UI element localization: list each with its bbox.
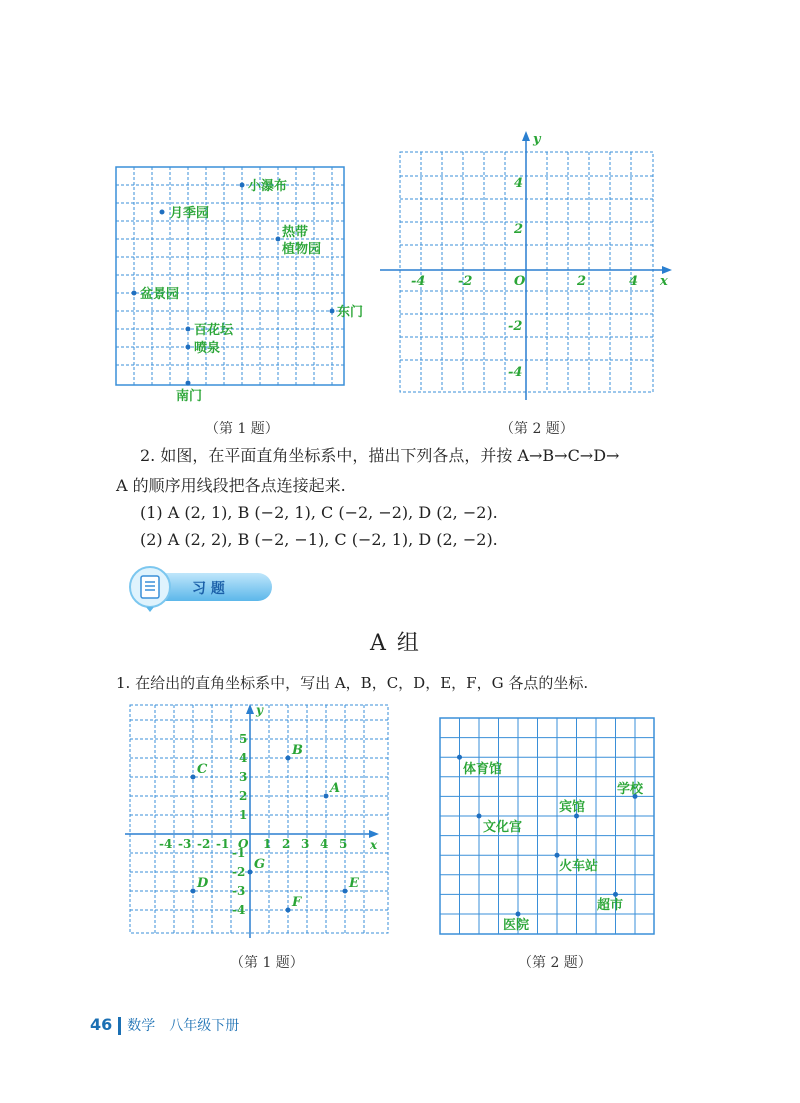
bonsai-garden-point [132,291,137,296]
park-grid [116,167,344,385]
grid-lines [130,705,388,933]
problem-2-line-2: A 的顺序用线段把各点连接起来. [116,476,346,495]
place-label: 南门 [176,389,203,404]
x-tick: -4 [411,274,426,289]
point-a [324,794,329,799]
figure-coordinate-points [125,700,395,940]
point-b [286,756,291,761]
fountain-point [186,345,191,350]
x-tick: 3 [301,837,310,851]
place-label: 学校 [617,782,644,797]
cultural-palace-point [477,814,482,819]
place-label: 热带 [282,225,309,240]
south-gate-point [186,381,191,386]
place-label: 盆景园 [140,287,180,302]
exercise-banner [116,565,276,615]
problem-2-item-2: (2) A (2, 2), B (−2, −1), C (−2, 1), D (2, −2). [140,530,498,549]
place-label: 喷泉 [194,341,221,356]
notebook-icon [141,576,159,598]
place-label: 火车站 [559,859,599,874]
point-label-e: E [349,876,359,891]
x-tick: -3 [178,837,192,851]
page-number: 46 [90,1015,113,1034]
footer-divider [118,1017,121,1035]
point-label-c: C [197,762,208,777]
place-label: 体育馆 [463,762,503,777]
y-tick: -2 [508,319,523,334]
x-tick: 2 [282,837,291,851]
figure-1-caption: （第 1 题） [205,421,279,437]
x-tick: -2 [197,837,211,851]
figure-coordinate-grid-1 [380,125,680,400]
figure-4-caption: （第 2 题） [518,955,592,971]
rose-garden-point [160,210,165,215]
point-label-d: D [197,876,209,891]
figure-2-caption: （第 2 题） [500,421,574,437]
point-c [191,775,196,780]
place-label: 百花坛 [194,323,234,338]
y-tick: -2 [232,865,246,879]
point-label-a: A [330,781,341,796]
y-axis-label: y [256,703,263,717]
place-label: 植物园 [282,242,322,257]
place-label: 小瀑布 [248,179,288,194]
railway-station-point [555,853,560,858]
place-label: 宾馆 [559,800,586,815]
x-tick: O [238,837,249,851]
y-axis-label: y [533,132,541,147]
gym-point [457,755,462,760]
y-tick: -1 [232,846,246,860]
point-g [248,870,253,875]
place-label: 医院 [503,918,530,933]
y-tick: -3 [232,884,246,898]
figure-city-map [437,715,662,940]
place-label: 超市 [597,898,624,913]
x-tick: O [514,274,526,289]
x-tick: 5 [339,837,348,851]
tropical-garden-point [276,237,281,242]
y-tick: 2 [514,222,524,237]
page-footer [90,1015,239,1035]
x-tick: -2 [458,274,473,289]
point-d [191,889,196,894]
x-tick: -1 [216,837,230,851]
y-tick: 4 [514,176,524,191]
flower-bed-point [186,327,191,332]
x-tick: 4 [629,274,639,289]
point-label-b: B [292,743,303,758]
y-tick: 4 [239,751,248,765]
plotted-points [191,743,361,913]
x-axis-label: x [660,274,668,289]
point-label-f: F [292,895,302,910]
group-title: A 组 [370,631,421,656]
supermarket-point [613,892,618,897]
problem-2-line-1: 2. 如图，在平面直角坐标系中，描出下列各点，并按 A→B→C→D→ [140,446,620,465]
waterfall-point [240,183,245,188]
hospital-point [516,912,521,917]
point-label-g: G [254,857,266,872]
figure-park-map [110,160,364,410]
book-title: 数学 八年级下册 [127,1018,240,1034]
x-tick: 1 [263,837,272,851]
problem-2-item-1: (1) A (2, 1), B (−2, 1), C (−2, −2), D (2, −2). [140,503,498,522]
x-tick: 2 [577,274,587,289]
figure-3-caption: （第 1 题） [230,955,304,971]
banner-label: 习 题 [192,581,225,597]
point-f [286,908,291,913]
place-label: 月季园 [170,206,210,221]
y-tick: 1 [239,808,248,822]
point-e [343,889,348,894]
place-label: 文化宫 [483,820,523,835]
y-tick: 3 [239,770,248,784]
place-label: 东门 [337,305,364,320]
y-tick: -4 [508,365,523,380]
exercise-1-text: 1. 在给出的直角坐标系中，写出 A，B，C，D，E，F，G 各点的坐标. [116,674,589,692]
x-axis-label: x [370,838,378,852]
y-tick: -4 [232,903,246,917]
axes [380,131,672,400]
x-tick: -4 [159,837,173,851]
y-tick: 2 [239,789,248,803]
east-gate-point [330,309,335,314]
y-tick: 5 [239,732,248,746]
x-tick: 4 [320,837,329,851]
